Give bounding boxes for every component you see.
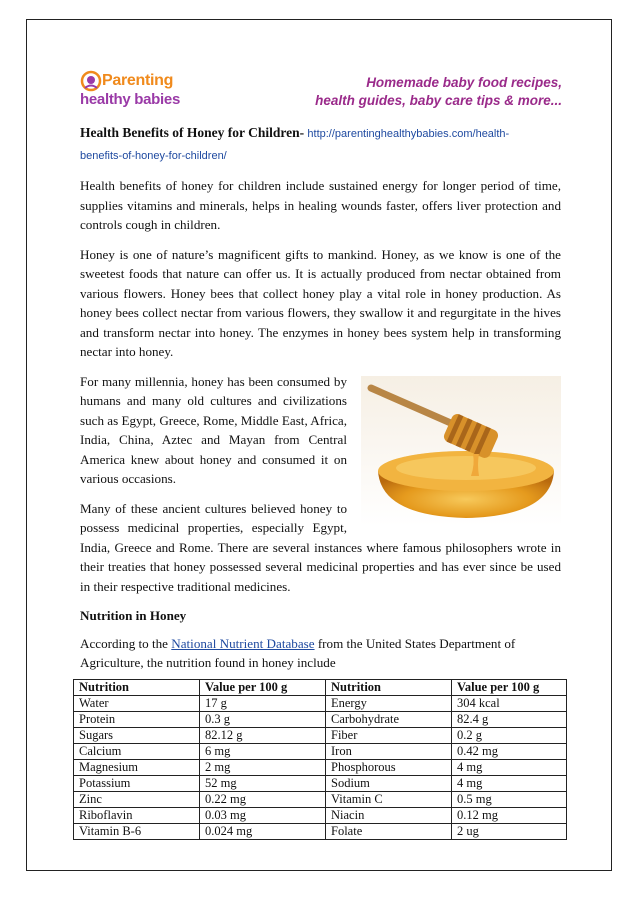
baby-icon xyxy=(80,70,102,92)
table-cell: Phosphorous xyxy=(326,759,452,775)
table-cell: 304 kcal xyxy=(452,695,567,711)
article-title: Health Benefits of Honey for Children- xyxy=(80,125,305,140)
table-row xyxy=(74,711,567,727)
table-cell: 2 mg xyxy=(200,759,326,775)
table-header-cell: Value per 100 g xyxy=(200,679,326,695)
table-cell: 0.03 mg xyxy=(200,807,326,823)
logo-text-healthy-babies: healthy babies xyxy=(80,91,181,108)
site-tagline xyxy=(315,74,562,110)
table-row xyxy=(74,759,567,775)
table-cell: 4 mg xyxy=(452,775,567,791)
table-cell: Vitamin B-6 xyxy=(74,823,200,839)
table-cell: Zinc xyxy=(74,791,200,807)
table-header-cell: Nutrition xyxy=(74,679,200,695)
table-header-cell: Nutrition xyxy=(326,679,452,695)
article-heading xyxy=(80,123,561,145)
section-title-nutrition: Nutrition in Honey xyxy=(80,608,187,623)
honey-dipper-image xyxy=(361,376,561,526)
intro-text-after: from the United States Department of Agriculture, the nutrition found in honey include xyxy=(80,635,516,670)
table-row xyxy=(74,695,567,711)
table-cell: 4 mg xyxy=(452,759,567,775)
table-cell: Carbohydrate xyxy=(326,711,452,727)
table-cell: 6 mg xyxy=(200,743,326,759)
table-cell: 0.3 g xyxy=(200,711,326,727)
table-cell: 52 mg xyxy=(200,775,326,791)
nutrition-table xyxy=(73,679,567,840)
table-cell: 0.5 mg xyxy=(452,791,567,807)
site-logo[interactable] xyxy=(80,70,190,115)
table-cell: 0.42 mg xyxy=(452,743,567,759)
article-body xyxy=(80,123,561,840)
national-nutrient-database-link[interactable]: National Nutrient Database xyxy=(171,635,315,651)
table-row xyxy=(74,807,567,823)
table-row xyxy=(74,823,567,839)
table-cell: 17 g xyxy=(200,695,326,711)
logo-text-parenting: Parenting xyxy=(102,72,174,89)
table-cell: Vitamin C xyxy=(326,791,452,807)
tagline-line-1: Homemade baby food recipes, xyxy=(366,75,562,90)
table-row xyxy=(74,727,567,743)
table-cell: Sodium xyxy=(326,775,452,791)
intro-text-before: According to the xyxy=(80,635,172,651)
paragraph-2: Honey is one of nature’s magnificent gifts to mankind. Honey, as we know is one of the sweetest foods that nature can offer us. It is actually produced from nectar obtained from various flowers. Honey bees that collect honey play a vital role in honey production. As honey bees collect nectar from various flowers, they swallow it and regurgitate in the hives and transform nectar into honey. The enzymes in honey bees system help in transforming nectar into honey. xyxy=(80,246,561,359)
table-cell: 0.024 mg xyxy=(200,823,326,839)
paragraph-4: Many of these ancient cultures believed honey to possess medicinal properties, especially Egypt, India, Greece and Rome. There are several instances where famous philosophers wrote in their treaties that honey possessed several medicinal properties and has ever since be used in their respective traditional medicines. xyxy=(80,500,561,594)
table-row xyxy=(74,775,567,791)
paragraph-3: For many millennia, honey has been consumed by humans and many old cultures and civilizations such as Egypt, Greece, Rome, Middle East, Africa, India, China, Aztec and Mayan from Central America knew about honey and consumed it on various occasions. xyxy=(80,373,347,486)
table-cell: Magnesium xyxy=(74,759,200,775)
table-cell: Protein xyxy=(74,711,200,727)
article-url-part-1[interactable]: http://parentinghealthybabies.com/health- xyxy=(307,128,510,140)
table-cell: Water xyxy=(74,695,200,711)
table-cell: 0.12 mg xyxy=(452,807,567,823)
table-cell: Potassium xyxy=(74,775,200,791)
table-cell: Folate xyxy=(326,823,452,839)
table-header-cell: Value per 100 g xyxy=(452,679,567,695)
tagline-line-2: health guides, baby care tips & more... xyxy=(315,93,562,108)
table-cell: 0.2 g xyxy=(452,727,567,743)
table-cell: 2 ug xyxy=(452,823,567,839)
table-header-row xyxy=(74,679,567,695)
table-cell: Iron xyxy=(326,743,452,759)
table-cell: 82.12 g xyxy=(200,727,326,743)
table-row xyxy=(74,791,567,807)
table-row xyxy=(74,743,567,759)
table-cell: 82.4 g xyxy=(452,711,567,727)
table-cell: Riboflavin xyxy=(74,807,200,823)
table-cell: Sugars xyxy=(74,727,200,743)
nutrition-intro xyxy=(80,634,561,673)
table-cell: Energy xyxy=(326,695,452,711)
article-url-part-2[interactable]: benefits-of-honey-for-children/ xyxy=(80,149,227,162)
table-cell: 0.22 mg xyxy=(200,791,326,807)
table-cell: Fiber xyxy=(326,727,452,743)
table-cell: Niacin xyxy=(326,807,452,823)
table-cell: Calcium xyxy=(74,743,200,759)
paragraph-1: Health benefits of honey for children include sustained energy for longer period of time, supplies vitamins and minerals, helps in healing wounds faster, offers liver protection and controls cough in children. xyxy=(80,178,561,232)
